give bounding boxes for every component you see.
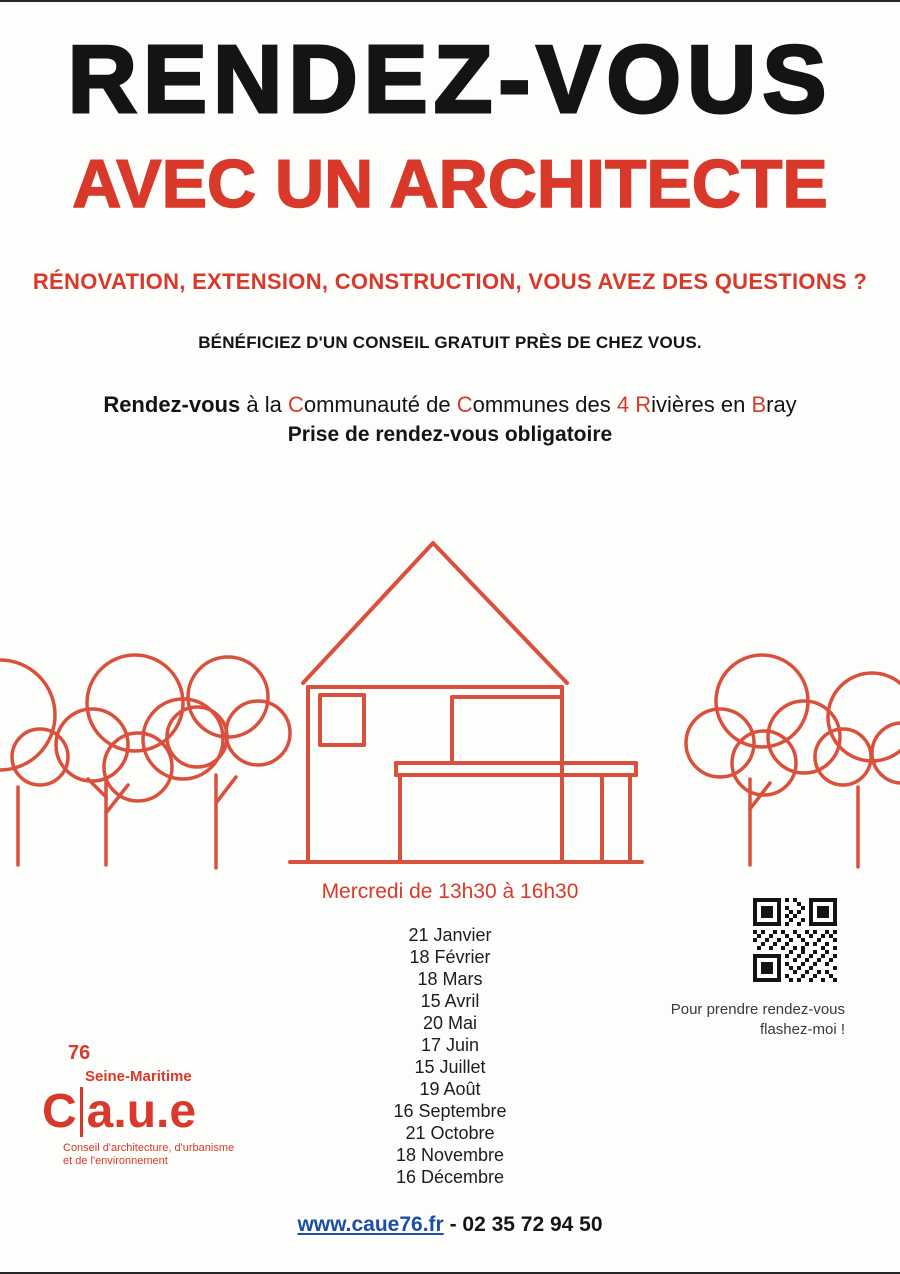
- location-segment: à la: [240, 392, 288, 417]
- logo-department-number: 76: [68, 1042, 91, 1064]
- house-outline-icon: [303, 543, 567, 862]
- poster-subtitle: AVEC UN ARCHITECTE: [72, 146, 828, 222]
- footer-separator: -: [443, 1213, 463, 1236]
- website-link[interactable]: www.caue76.fr: [297, 1213, 444, 1236]
- carport-icon: [396, 763, 636, 862]
- booking-line: Prise de rendez-vous obligatoire: [287, 423, 613, 446]
- phone-number: 02 35 72 94 50: [462, 1213, 603, 1236]
- date-item: 15 Avril: [420, 991, 480, 1011]
- location-segment: C: [456, 392, 473, 417]
- date-item: 21 Janvier: [408, 925, 492, 945]
- location-segment: ommunes des: [472, 392, 617, 417]
- location-segment: ivières en: [651, 392, 752, 417]
- location-segment: Rendez-vous: [103, 392, 241, 417]
- location-segment: C: [287, 392, 304, 417]
- benefit-line: BÉNÉFICIEZ D'UN CONSEIL GRATUIT PRÈS DE CHEZ VOUS.: [198, 333, 702, 352]
- date-item: 20 Mai: [422, 1013, 478, 1033]
- logo-tagline-line2: et de l'environnement: [63, 1155, 168, 1167]
- tree-left-partial-icon: [0, 660, 68, 865]
- qr-caption-line1: Pour prendre rendez-vous: [670, 1001, 845, 1018]
- location-segment: B: [751, 392, 767, 417]
- question-line: RÉNOVATION, EXTENSION, CONSTRUCTION, VOUS AVEZ DES QUESTIONS ?: [32, 269, 868, 294]
- logo-region-name: Seine-Maritime: [85, 1068, 192, 1085]
- date-item: 16 Septembre: [393, 1101, 507, 1121]
- date-item: 15 Juillet: [414, 1057, 486, 1077]
- poster-title: RENDEZ-VOUS: [67, 26, 833, 133]
- qr-code: [753, 898, 837, 982]
- date-item: 21 Octobre: [405, 1123, 495, 1143]
- footer-contact: [0, 1213, 900, 1237]
- scan-edge-top: [0, 0, 900, 2]
- tree-right-partial-icon: [815, 673, 900, 867]
- logo-acronym-c: C: [42, 1085, 77, 1138]
- schedule-line: Mercredi de 13h30 à 16h30: [321, 880, 579, 903]
- location-segment: R: [635, 392, 652, 417]
- date-item: 18 Février: [409, 947, 491, 967]
- logo-tagline-line1: Conseil d'architecture, d'urbanisme: [63, 1142, 235, 1154]
- location-line: [0, 392, 900, 418]
- date-item: 19 Août: [419, 1079, 481, 1099]
- date-item: 18 Novembre: [395, 1145, 505, 1165]
- location-segment: 4: [616, 392, 630, 417]
- date-item: 17 Juin: [420, 1035, 480, 1055]
- date-item: 16 Décembre: [395, 1167, 505, 1187]
- tree-left-large-icon: [56, 655, 223, 865]
- qr-caption: [671, 1000, 845, 1040]
- logo-acronym-aue: a.u.e: [86, 1085, 197, 1138]
- logo-acronym: [42, 1087, 234, 1137]
- date-item: 18 Mars: [417, 969, 483, 989]
- qr-caption-line2: flashez-moi !: [759, 1021, 845, 1038]
- location-segment: ray: [766, 392, 797, 417]
- caue-logo: [42, 1042, 234, 1168]
- tree-left-small-icon: [167, 657, 290, 868]
- logo-divider-bar: [80, 1087, 83, 1137]
- location-segment: ommunauté de: [303, 392, 457, 417]
- house-and-trees-illustration: [0, 535, 900, 880]
